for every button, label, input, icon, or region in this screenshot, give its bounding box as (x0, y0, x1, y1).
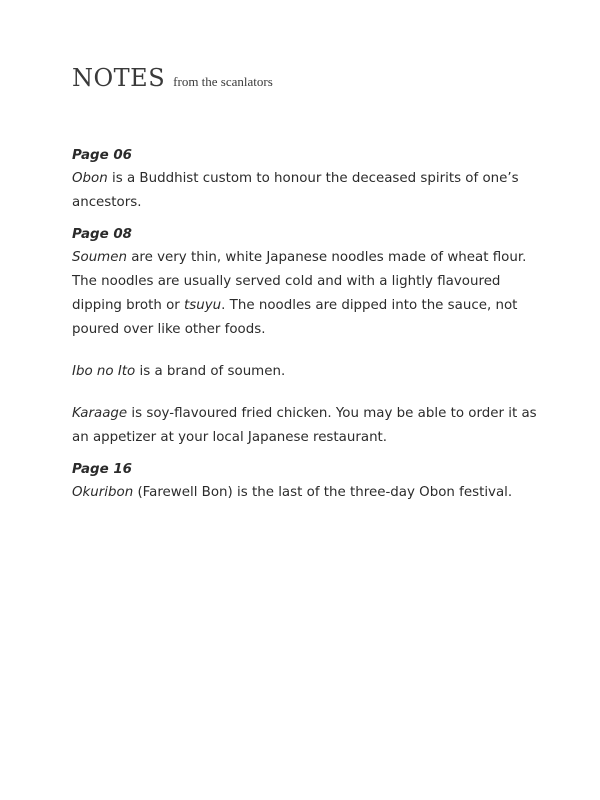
note-paragraph (72, 402, 542, 450)
note-section-page-08 (72, 224, 542, 450)
page-heading: Page 06 (72, 148, 132, 163)
note-text: are very thin, white Japanese noodles made of wheat flour. The noodles are usually served cold and with a lightly flavoured dipping broth or (72, 250, 527, 313)
note-text: (Farewell Bon) is the last of the three-day Obon festival. (133, 485, 513, 500)
note-term: Karaage (72, 406, 128, 421)
note-paragraph (72, 481, 542, 505)
header-title: NOTES (72, 64, 166, 92)
note-section-page-16 (72, 459, 542, 505)
note-section-page-06 (72, 145, 542, 215)
note-term: Soumen (72, 250, 127, 265)
note-term: tsuyu (184, 298, 222, 313)
note-paragraph (72, 360, 542, 384)
note-text: is soy-flavoured fried chicken. You may be able to order it as an appetizer at your local Japanese restaurant. (72, 406, 537, 445)
note-term: Ibo no Ito (72, 364, 136, 379)
note-paragraph (72, 246, 542, 342)
header-subtitle: from the scanlators (173, 74, 273, 89)
note-paragraph (72, 167, 542, 215)
note-term: Obon (72, 171, 108, 186)
notes-header (72, 64, 273, 92)
page-heading: Page 16 (72, 462, 132, 477)
page-heading: Page 08 (72, 227, 132, 242)
notes-content (72, 145, 542, 514)
note-term: Okuribon (72, 485, 134, 500)
note-text: is a Buddhist custom to honour the deceased spirits of one’s ancestors. (72, 171, 519, 210)
note-text: . The noodles are dipped into the sauce, not poured over like other foods. (72, 298, 518, 337)
note-text: is a brand of soumen. (135, 364, 286, 379)
